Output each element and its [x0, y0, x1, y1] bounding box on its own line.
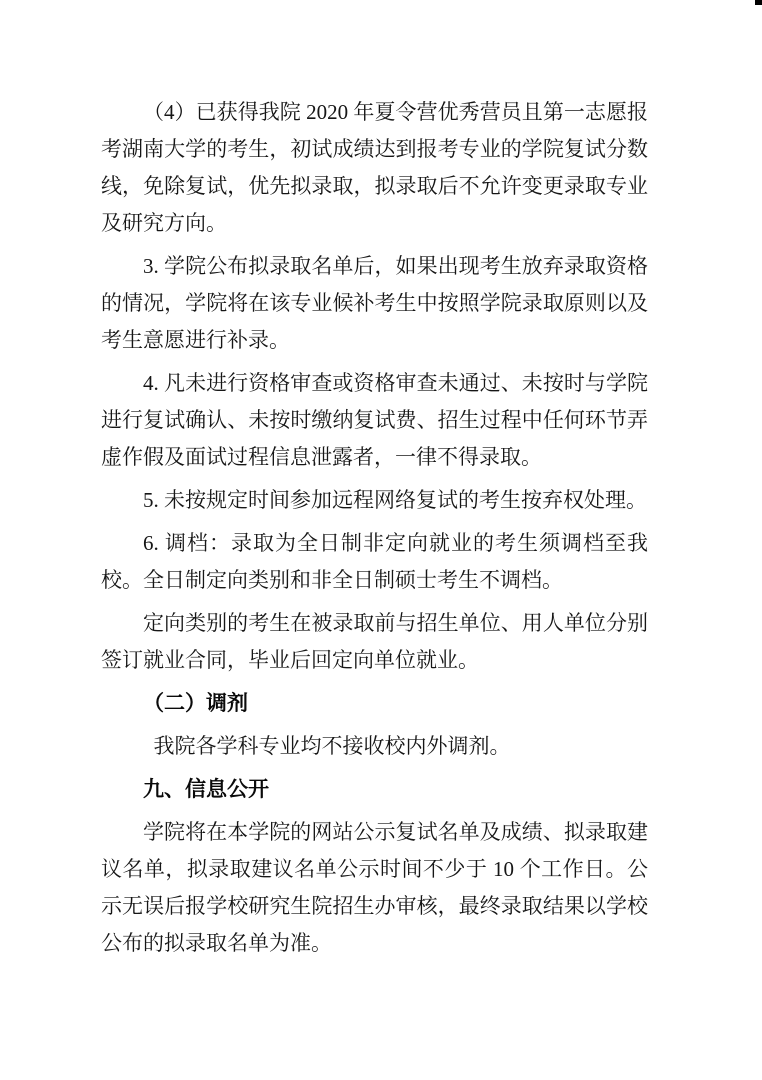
paragraph-publicity-period: 学院将在本学院的网站公示复试名单及成绩、拟录取建议名单，拟录取建议名单公示时间不少于 10 个工作日。公示无误后报学校研究生院招生办审核，最终录取结果以学校公布的拟录取名单为准。	[101, 820, 648, 955]
document-text-block	[101, 94, 648, 968]
paragraph-rule-5-absence: 5. 未按规定时间参加远程网络复试的考生按弃权处理。	[143, 488, 647, 512]
paragraph-directed-employment: 定向类别的考生在被录取前与招生单位、用人单位分别签订就业合同，毕业后回定向单位就业。	[101, 611, 648, 672]
paragraph-rule-3-waitlist: 3. 学院公布拟录取名单后，如果出现考生放弃录取资格的情况，学院将在该专业候补考生中按照学院录取原则以及考生意愿进行补录。	[101, 254, 648, 352]
paragraph-no-transfer: 我院各学科专业均不接收校内外调剂。	[153, 734, 511, 758]
heading-information-disclosure: 九、信息公开	[143, 777, 269, 801]
paragraph-rule-6-archives: 6. 调档：录取为全日制非定向就业的考生须调档至我校。全日制定向类别和非全日制硕士考生不调档。	[101, 531, 648, 592]
paragraph-rule-4-disqualification: 4. 凡未进行资格审查或资格审查未通过、未按时与学院进行复试确认、未按时缴纳复试费、招生过程中任何环节弄虚作假及面试过程信息泄露者，一律不得录取。	[101, 371, 648, 469]
corner-artifact	[755, 0, 762, 5]
paragraph-admission-camp-rule: （4）已获得我院 2020 年夏令营优秀营员且第一志愿报考湖南大学的考生，初试成绩达到报考专业的学院复试分数线，免除复试，优先拟录取，拟录取后不允许变更录取专业及研究方向。	[101, 100, 648, 235]
heading-transfer-section: （二）调剂	[143, 691, 248, 715]
